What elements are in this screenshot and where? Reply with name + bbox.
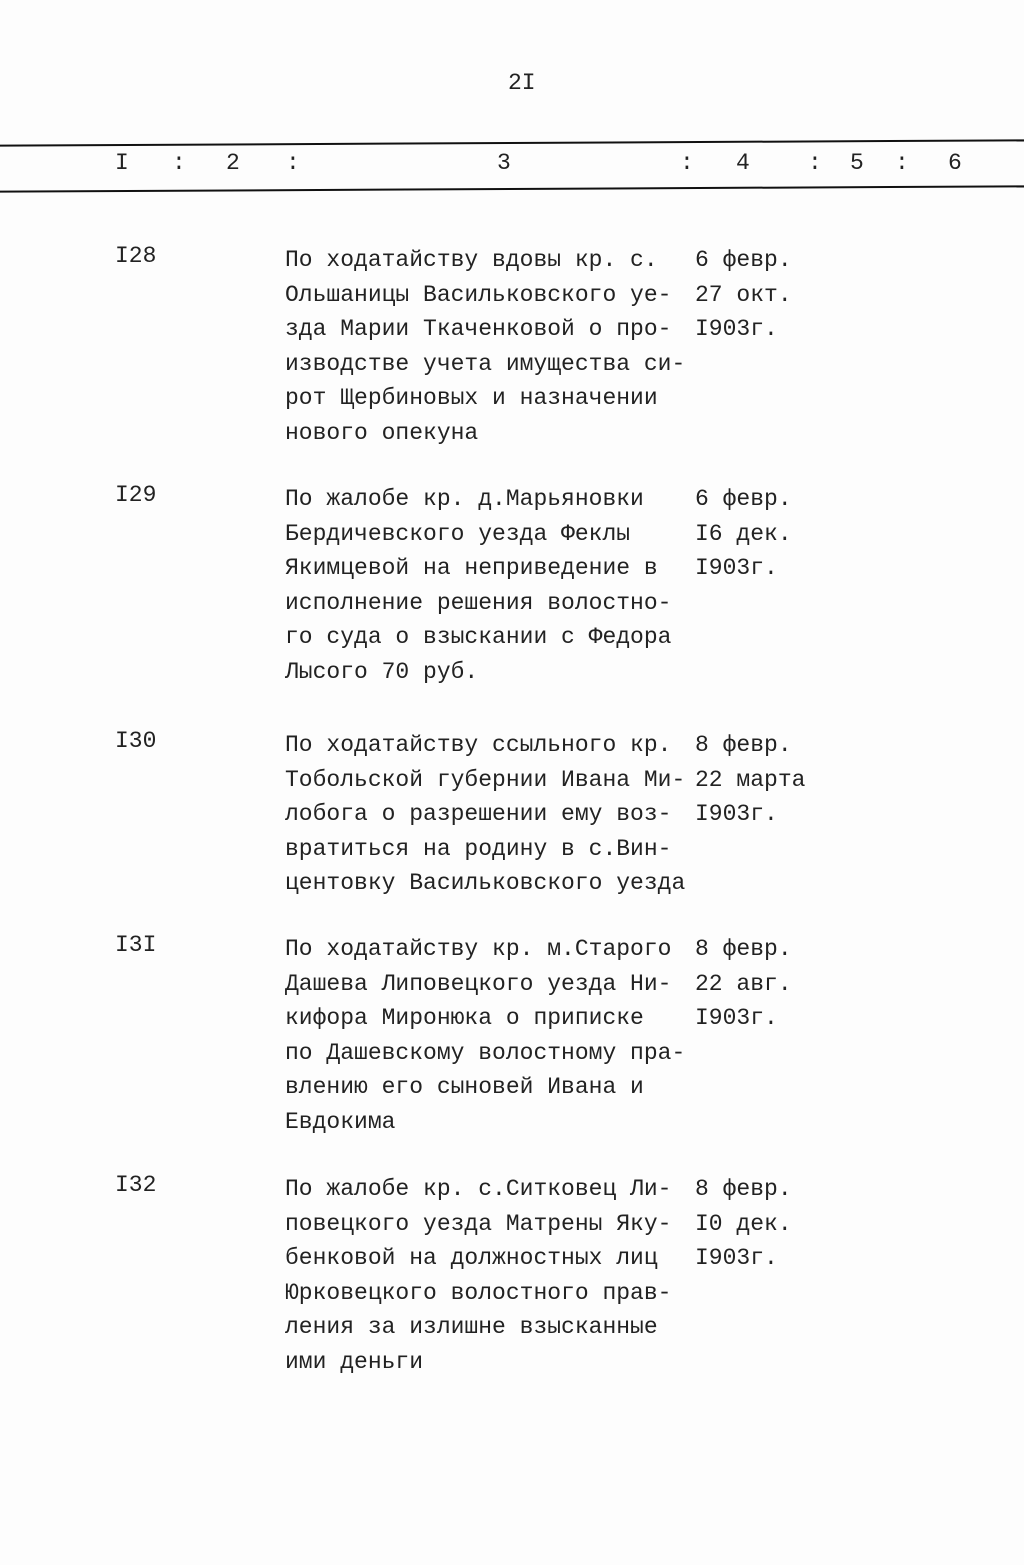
entry-dates bbox=[695, 243, 792, 347]
description-line: Якимцевой на неприведение в bbox=[285, 555, 658, 581]
entry-number: I3I bbox=[115, 932, 157, 958]
description-line: центовку Васильковского уезда bbox=[285, 870, 686, 896]
entry-description bbox=[285, 243, 685, 450]
col-sep: : bbox=[680, 150, 694, 176]
col-1: I bbox=[115, 150, 129, 176]
description-line: по Дашевскому волостному пра- bbox=[285, 1039, 686, 1066]
entry-description bbox=[285, 728, 685, 901]
date-line: 6 февр. bbox=[695, 486, 792, 512]
entry-number: I30 bbox=[115, 728, 157, 754]
entry-description bbox=[285, 1172, 671, 1379]
description-line: нового опекуна bbox=[285, 419, 479, 446]
description-line: повецкого уезда Матрены Яку- bbox=[285, 1210, 672, 1237]
description-line: По ходатайству ссыльного кр. bbox=[285, 732, 672, 758]
page-number: 2I bbox=[508, 70, 536, 96]
description-line: Евдокима bbox=[285, 1108, 396, 1135]
date-line: I903г. bbox=[695, 1245, 778, 1271]
header-bottom-rule bbox=[0, 185, 1024, 192]
col-5: 5 bbox=[850, 150, 864, 176]
description-line: Лысого 70 руб. bbox=[285, 658, 479, 685]
description-line: ими деньги bbox=[285, 1348, 424, 1375]
col-sep: : bbox=[286, 150, 300, 176]
entry-description bbox=[285, 482, 671, 689]
date-line: 8 февр. bbox=[695, 732, 792, 758]
description-line: Юрковецкого волостного прав- bbox=[285, 1279, 672, 1306]
entry-number: I29 bbox=[115, 482, 157, 508]
description-line: По ходатайству вдовы кр. с. bbox=[285, 247, 658, 273]
date-line: I0 дек. bbox=[695, 1210, 792, 1237]
date-line: 8 февр. bbox=[695, 1176, 792, 1202]
date-line: 22 авг. bbox=[695, 970, 792, 997]
entry-number: I32 bbox=[115, 1172, 157, 1198]
description-line: го суда о взыскании с Федора bbox=[285, 624, 672, 650]
col-sep: : bbox=[895, 150, 909, 176]
description-line: По ходатайству кр. м.Старого bbox=[285, 936, 672, 962]
description-line: вратиться на родину в с.Вин- bbox=[285, 835, 672, 862]
date-line: 27 окт. bbox=[695, 281, 792, 308]
date-line: I903г. bbox=[695, 555, 778, 581]
date-line: I6 дек. bbox=[695, 520, 792, 547]
entry-dates bbox=[695, 482, 792, 586]
description-line: Тобольской губернии Ивана Ми- bbox=[285, 766, 686, 793]
date-line: 22 марта bbox=[695, 766, 806, 793]
date-line: I903г. bbox=[695, 801, 778, 827]
entry-description bbox=[285, 932, 685, 1139]
date-line: 8 февр. bbox=[695, 936, 792, 962]
col-sep: : bbox=[172, 150, 186, 176]
description-line: кифора Миронюка о приписке bbox=[285, 1005, 644, 1031]
description-line: По жалобе кр. д.Марьяновки bbox=[285, 486, 644, 512]
entry-dates bbox=[695, 932, 792, 1036]
date-line: I903г. bbox=[695, 316, 778, 342]
header-top-rule bbox=[0, 139, 1024, 146]
col-4: 4 bbox=[736, 150, 750, 176]
entry-dates bbox=[695, 1172, 792, 1276]
description-line: Дашева Липовецкого уезда Ни- bbox=[285, 970, 672, 997]
date-line: I903г. bbox=[695, 1005, 778, 1031]
description-line: лобога о разрешении ему воз- bbox=[285, 801, 672, 827]
description-line: исполнение решения волостно- bbox=[285, 589, 672, 616]
col-6: 6 bbox=[948, 150, 962, 176]
description-line: изводстве учета имущества си- bbox=[285, 350, 686, 377]
entry-dates bbox=[695, 728, 805, 832]
entry-number: I28 bbox=[115, 243, 157, 269]
description-line: ления за излишне взысканные bbox=[285, 1314, 658, 1340]
col-3: 3 bbox=[497, 150, 511, 176]
description-line: влению его сыновей Ивана и bbox=[285, 1074, 644, 1100]
col-2: 2 bbox=[226, 150, 240, 176]
description-line: По жалобе кр. с.Ситковец Ли- bbox=[285, 1176, 672, 1202]
col-sep: : bbox=[808, 150, 822, 176]
description-line: зда Марии Ткаченковой о про- bbox=[285, 316, 672, 342]
description-line: Бердичевского уезда Феклы bbox=[285, 520, 631, 547]
date-line: 6 февр. bbox=[695, 247, 792, 273]
description-line: рот Щербиновых и назначении bbox=[285, 385, 658, 411]
description-line: Ольшаницы Васильковского уе- bbox=[285, 281, 672, 308]
description-line: бенковой на должностных лиц bbox=[285, 1245, 658, 1271]
